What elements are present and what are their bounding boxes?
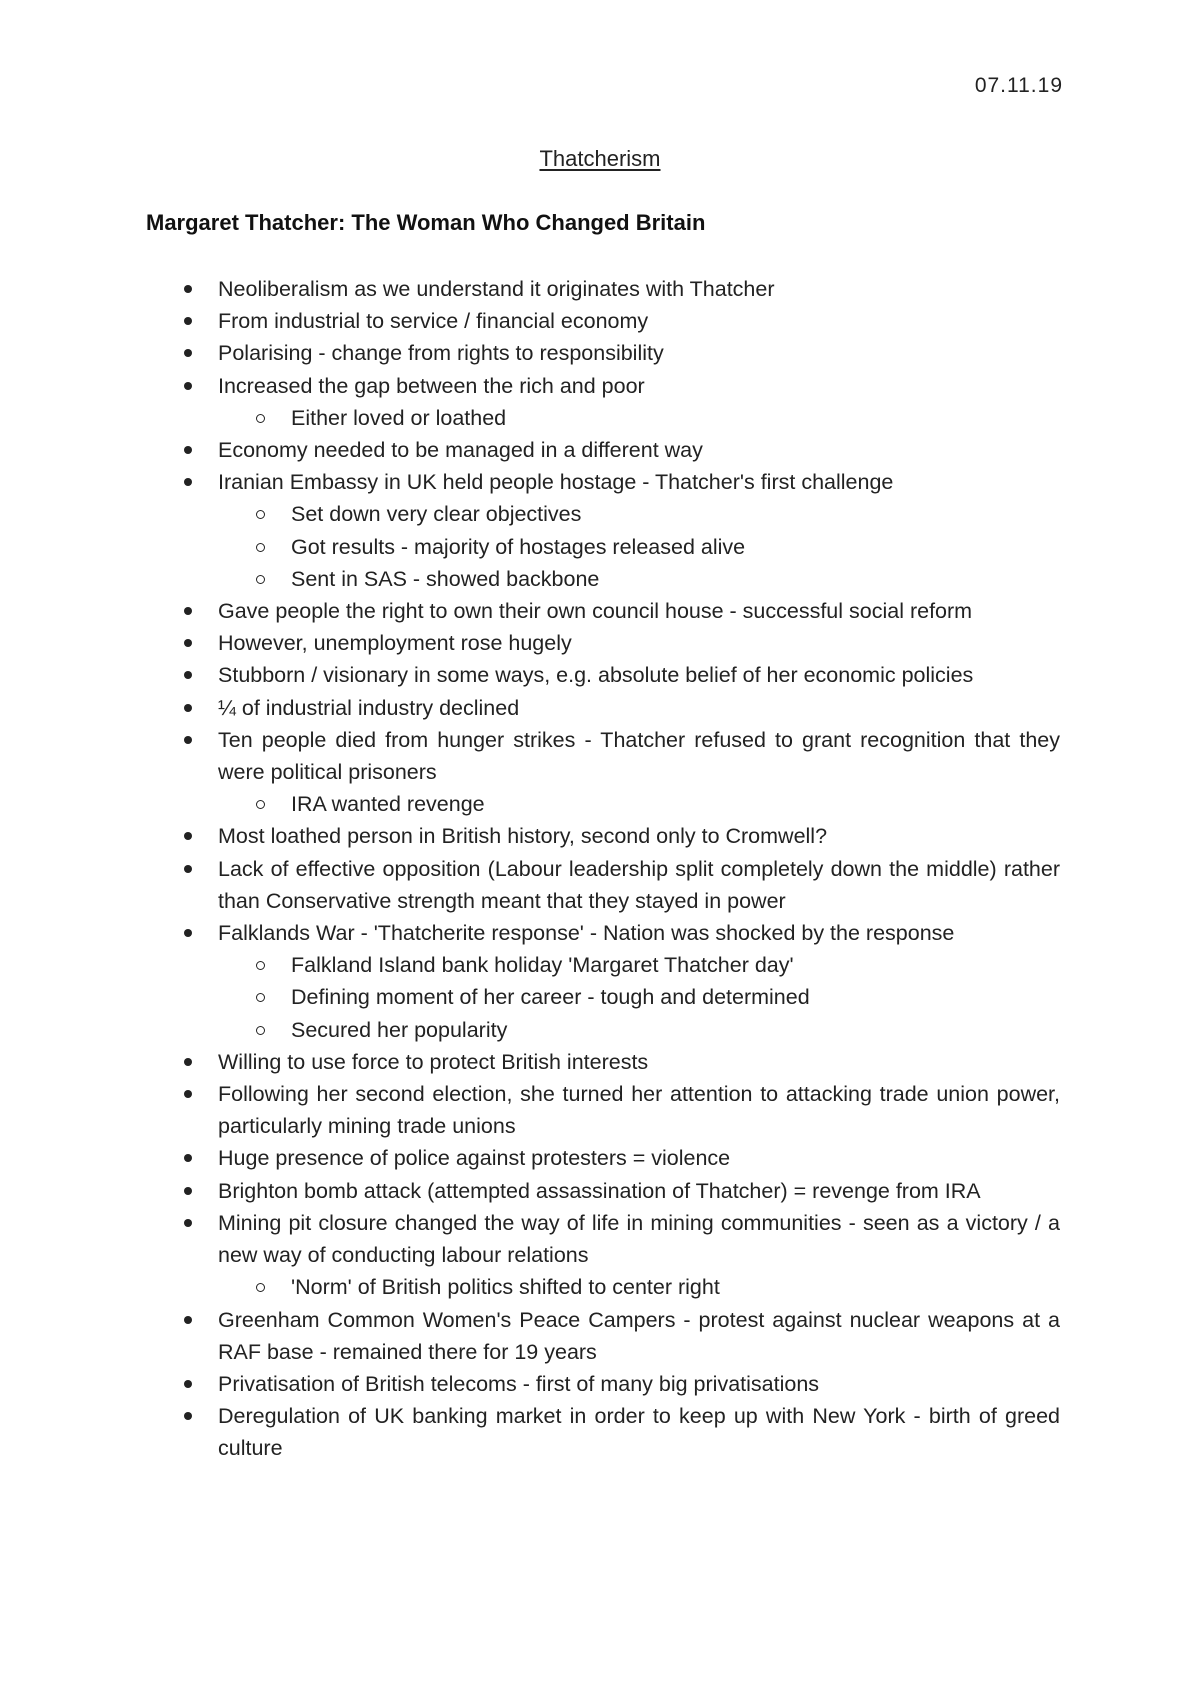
bullet-item (218, 692, 1060, 724)
solid-bullet-icon (184, 446, 192, 454)
document-date: 07.11.19 (974, 74, 1063, 97)
bullet-text: Set down very clear objectives (291, 502, 582, 527)
document-title-text: Thatcherism (539, 146, 661, 171)
bullet-item (218, 434, 1060, 466)
solid-bullet-icon (184, 1058, 192, 1066)
solid-bullet-icon (184, 1154, 192, 1162)
bullet-text: Stubborn / visionary in some ways, e.g. absolute belief of her economic policies (218, 663, 974, 688)
solid-bullet-icon (184, 704, 192, 712)
bullet-text: Mining pit closure changed the way of life in mining communities - seen as a victory / a new way of conducting labour relations (218, 1210, 1060, 1268)
bullet-text: Falkland Island bank holiday 'Margaret Thatcher day' (291, 953, 794, 978)
bullet-item (218, 1304, 1060, 1368)
bullet-item (218, 627, 1060, 659)
bullet-text: Neoliberalism as we understand it originates with Thatcher (218, 277, 775, 301)
hollow-bullet-icon (256, 414, 265, 423)
sub-bullet-item (291, 563, 1060, 595)
solid-bullet-icon (184, 349, 192, 357)
hollow-bullet-icon (256, 993, 265, 1002)
bullet-item (218, 820, 1060, 852)
bullet-text: IRA wanted revenge (291, 792, 485, 817)
hollow-bullet-icon (256, 961, 265, 970)
solid-bullet-icon (184, 382, 192, 390)
bullet-text: Polarising - change from rights to responsibility (218, 341, 664, 366)
solid-bullet-icon (184, 1412, 192, 1420)
bullet-text: ¼ of industrial industry declined (218, 695, 520, 720)
bullet-text: Sent in SAS - showed backbone (291, 566, 600, 591)
bullet-text: Gave people the right to own their own council house - successful social reform (218, 599, 973, 624)
solid-bullet-icon (184, 1380, 192, 1388)
solid-bullet-icon (184, 1187, 192, 1195)
bullet-text: Following her second election, she turned her attention to attacking trade union power, particularly mining trade unions (218, 1082, 1060, 1139)
bullet-item (218, 1046, 1060, 1078)
bullet-text: Economy needed to be managed in a different way (218, 438, 703, 463)
bullet-text: Deregulation of UK banking market in order to keep up with New York - birth of greed culture (218, 1404, 1060, 1461)
section-heading: Margaret Thatcher: The Woman Who Changed Britain (146, 210, 706, 235)
bullet-text: Falklands War - 'Thatcherite response' - Nation was shocked by the response (218, 921, 955, 946)
hollow-bullet-icon (256, 575, 265, 584)
bullet-text: Huge presence of police against protesters = violence (218, 1146, 731, 1171)
bullet-item (218, 917, 1060, 949)
bullet-text: Defining moment of her career - tough and determined (291, 985, 810, 1010)
bullet-text: Most loathed person in British history, second only to Cromwell? (218, 824, 828, 849)
hollow-bullet-icon (256, 1026, 265, 1035)
bullet-text: 'Norm' of British politics shifted to center right (291, 1275, 720, 1300)
sub-bullet-item (291, 1271, 1060, 1303)
bullet-item (218, 1207, 1060, 1271)
bullet-text: Lack of effective opposition (Labour leadership split completely down the middle) rather than Conservative strength meant that they stayed in power (218, 856, 1060, 913)
hollow-bullet-icon (256, 543, 265, 552)
bullet-item (218, 1175, 1060, 1207)
solid-bullet-icon (184, 1316, 192, 1324)
bullet-text: However, unemployment rose hugely (218, 631, 572, 656)
bullet-item (218, 337, 1060, 369)
bullet-item (218, 1078, 1060, 1142)
hollow-bullet-icon (256, 800, 265, 809)
bullet-item (218, 1368, 1060, 1400)
bullet-text: Ten people died from hunger strikes - Thatcher refused to grant recognition that they were political prisoners (218, 727, 1060, 785)
sub-bullet-item (291, 788, 1060, 820)
bullet-item (218, 273, 1060, 305)
bullet-item (218, 724, 1060, 788)
bullet-item (218, 853, 1060, 917)
bullet-item (218, 466, 1060, 498)
solid-bullet-icon (184, 929, 192, 937)
solid-bullet-icon (184, 865, 192, 873)
bullet-text: Iranian Embassy in UK held people hostage - Thatcher's first challenge (218, 470, 894, 495)
document-title (0, 146, 1200, 172)
solid-bullet-icon (184, 478, 192, 486)
bullet-text: Either loved or loathed (291, 405, 507, 430)
bullet-text: From industrial to service / financial economy (218, 309, 649, 334)
bullet-text: Increased the gap between the rich and poor (218, 373, 645, 398)
sub-bullet-item (291, 981, 1060, 1013)
solid-bullet-icon (184, 671, 192, 679)
sub-bullet-item (291, 949, 1060, 981)
sub-bullet-item (291, 498, 1060, 530)
bullet-item (218, 305, 1060, 337)
bullet-text: Willing to use force to protect British interests (218, 1049, 649, 1074)
solid-bullet-icon (184, 1219, 192, 1227)
solid-bullet-icon (184, 317, 192, 325)
solid-bullet-icon (184, 1090, 192, 1098)
solid-bullet-icon (184, 832, 192, 840)
bullet-item (218, 659, 1060, 691)
notes-list (0, 273, 1200, 1465)
bullet-text: Privatisation of British telecoms - first of many big privatisations (218, 1371, 820, 1396)
hollow-bullet-icon (256, 1283, 265, 1292)
bullet-text: Brighton bomb attack (attempted assassination of Thatcher) = revenge from IRA (218, 1178, 981, 1203)
solid-bullet-icon (184, 607, 192, 615)
solid-bullet-icon (184, 639, 192, 647)
hollow-bullet-icon (256, 510, 265, 519)
bullet-item (218, 1400, 1060, 1464)
bullet-text: Secured her popularity (291, 1017, 508, 1042)
bullet-text: Got results - majority of hostages released alive (291, 534, 746, 559)
sub-bullet-item (291, 1014, 1060, 1046)
solid-bullet-icon (184, 285, 192, 293)
bullet-item (218, 1142, 1060, 1174)
bullet-item (218, 370, 1060, 402)
sub-bullet-item (291, 402, 1060, 434)
bullet-text: Greenham Common Women's Peace Campers - protest against nuclear weapons at a RAF base - remained there for 19 years (218, 1307, 1060, 1364)
sub-bullet-item (291, 531, 1060, 563)
bullet-item (218, 595, 1060, 627)
solid-bullet-icon (184, 736, 192, 744)
